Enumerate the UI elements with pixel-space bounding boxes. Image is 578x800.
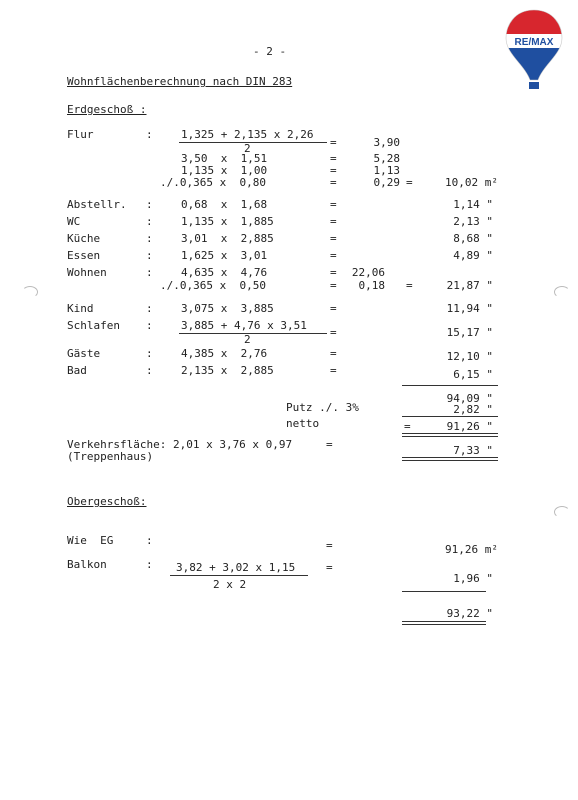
balkon-label: Balkon [67, 558, 107, 571]
eg-sum: 94,09 " [446, 392, 493, 405]
kind-colon: : [146, 302, 153, 315]
grand-total-line-1 [402, 621, 486, 622]
sum-line [402, 385, 498, 386]
og-wie-eq: = [326, 539, 333, 552]
room-total: 2,13 " [453, 215, 493, 228]
og-heading: Obergeschoß: [67, 495, 147, 508]
flur-val2: 5,28 [373, 152, 400, 165]
balkon-eq: = [326, 561, 333, 574]
gaeste-label: Gäste [67, 347, 101, 360]
room-eq: = [330, 215, 337, 228]
kind-formula: 3,075 x 3,885 [181, 302, 274, 315]
netto-label: netto [286, 417, 320, 430]
flur-eq-total: = [406, 176, 413, 189]
gaeste-formula: 4,385 x 2,76 [181, 347, 268, 360]
schlafen-denominator: 2 [244, 333, 251, 346]
wohnen-colon: : [146, 266, 153, 279]
og-grand-total: 93,22 " [446, 607, 493, 620]
flur-fraction-bar [179, 142, 327, 143]
page-title: Wohnflächenberechnung nach DIN 283 [67, 75, 293, 88]
balkon-line [402, 591, 486, 592]
verkehr-label: Verkehrsfläche: 2,01 x 3,76 x 0,97 [67, 438, 293, 451]
flur-colon: : [146, 128, 153, 141]
room-label: WC [67, 215, 81, 228]
flur-eq1: = [330, 136, 337, 149]
punch-hole-mark [554, 506, 570, 518]
schlafen-colon: : [146, 319, 153, 332]
room-formula: 3,01 x 2,885 [181, 232, 274, 245]
flur-row3: 1,135 x 1,00 [181, 164, 268, 177]
room-total: 8,68 " [453, 232, 493, 245]
verkehr-eq: = [326, 438, 333, 451]
kind-eq: = [330, 302, 337, 315]
room-total: 4,89 " [453, 249, 493, 262]
grand-total-line-2 [402, 624, 486, 625]
page-number: - 2 - [253, 45, 287, 58]
room-colon: : [146, 249, 153, 262]
room-label: Essen [67, 249, 101, 262]
room-total: 1,14 " [453, 198, 493, 211]
balkon-numerator: 3,82 + 3,02 x 1,15 [176, 561, 296, 574]
room-colon: : [146, 215, 153, 228]
flur-eq2: = [330, 152, 337, 165]
wohnen-label: Wohnen [67, 266, 107, 279]
og-wie-total: 91,26 m² [445, 543, 498, 556]
room-colon: : [146, 198, 153, 211]
balkon-total: 1,96 " [453, 572, 493, 585]
flur-eq3: = [330, 164, 337, 177]
putz-label: Putz ./. 3% [286, 401, 359, 414]
wohnen-total: 21,87 " [446, 279, 493, 292]
wohnen-row2: ./.0,365 x 0,50 [160, 279, 266, 292]
room-eq: = [330, 198, 337, 211]
bad-eq: = [330, 364, 337, 377]
room-eq: = [330, 232, 337, 245]
bad-label: Bad [67, 364, 87, 377]
balkon-colon: : [146, 558, 153, 571]
eg-heading: Erdgeschoß : [67, 103, 147, 116]
balkon-fraction-bar [170, 575, 308, 576]
putz-line [402, 416, 498, 417]
punch-hole-mark [554, 286, 570, 298]
flur-val1: 3,90 [373, 136, 400, 149]
kind-label: Kind [67, 302, 94, 315]
verkehr-line-2 [402, 460, 498, 461]
netto-value: 91,26 " [446, 420, 493, 433]
wohnen-eq2: = [330, 279, 337, 292]
flur-row2: 3,50 x 1,51 [181, 152, 268, 165]
verkehr-value: 7,33 " [453, 444, 493, 457]
verkehr-line-1 [402, 457, 498, 458]
wohnen-val1: 22,06 [351, 266, 385, 279]
netto-line-1 [402, 433, 498, 434]
schlafen-fraction-bar [179, 333, 327, 334]
schlafen-numerator: 3,885 + 4,76 x 3,51 [181, 319, 307, 332]
room-label: Küche [67, 232, 101, 245]
flur-row4: ./.0,365 x 0,80 [160, 176, 266, 189]
schlafen-total: 15,17 " [446, 326, 493, 339]
flur-total: 10,02 m² [445, 176, 498, 189]
putz-value: 2,82 " [453, 403, 493, 416]
bad-colon: : [146, 364, 153, 377]
flur-label: Flur [67, 128, 94, 141]
room-colon: : [146, 232, 153, 245]
gaeste-colon: : [146, 347, 153, 360]
logo-text: RE/MAX [514, 37, 554, 48]
wohnen-eq1: = [330, 266, 337, 279]
balkon-denominator: 2 x 2 [213, 578, 247, 591]
wohnen-eq-total: = [406, 279, 413, 292]
wohnen-row1: 4,635 x 4,76 [181, 266, 268, 279]
flur-eq4: = [330, 176, 337, 189]
punch-hole-mark [22, 286, 38, 298]
schlafen-label: Schlafen [67, 319, 120, 332]
remax-balloon-logo [504, 8, 564, 92]
flur-val4: 0,29 [373, 176, 400, 189]
verkehr-sub: (Treppenhaus) [67, 450, 154, 463]
room-formula: 1,135 x 1,885 [181, 215, 274, 228]
netto-line-2 [402, 436, 498, 437]
flur-numerator: 1,325 + 2,135 x 2,26 [181, 128, 314, 141]
bad-total: 6,15 " [453, 368, 493, 381]
gaeste-total: 12,10 " [446, 350, 493, 363]
kind-total: 11,94 " [446, 302, 493, 315]
room-formula: 1,625 x 3,01 [181, 249, 268, 262]
og-wie-colon: : [146, 534, 153, 547]
flur-val3: 1,13 [373, 164, 400, 177]
netto-eq: = [404, 420, 411, 433]
schlafen-eq: = [330, 326, 337, 339]
room-eq: = [330, 249, 337, 262]
bad-formula: 2,135 x 2,885 [181, 364, 274, 377]
gaeste-eq: = [330, 347, 337, 360]
flur-denominator: 2 [244, 142, 251, 155]
wohnen-val2: 0,18 [358, 279, 385, 292]
room-formula: 0,68 x 1,68 [181, 198, 268, 211]
room-label: Abstellr. [67, 198, 127, 211]
og-wie-label: Wie EG [67, 534, 114, 547]
